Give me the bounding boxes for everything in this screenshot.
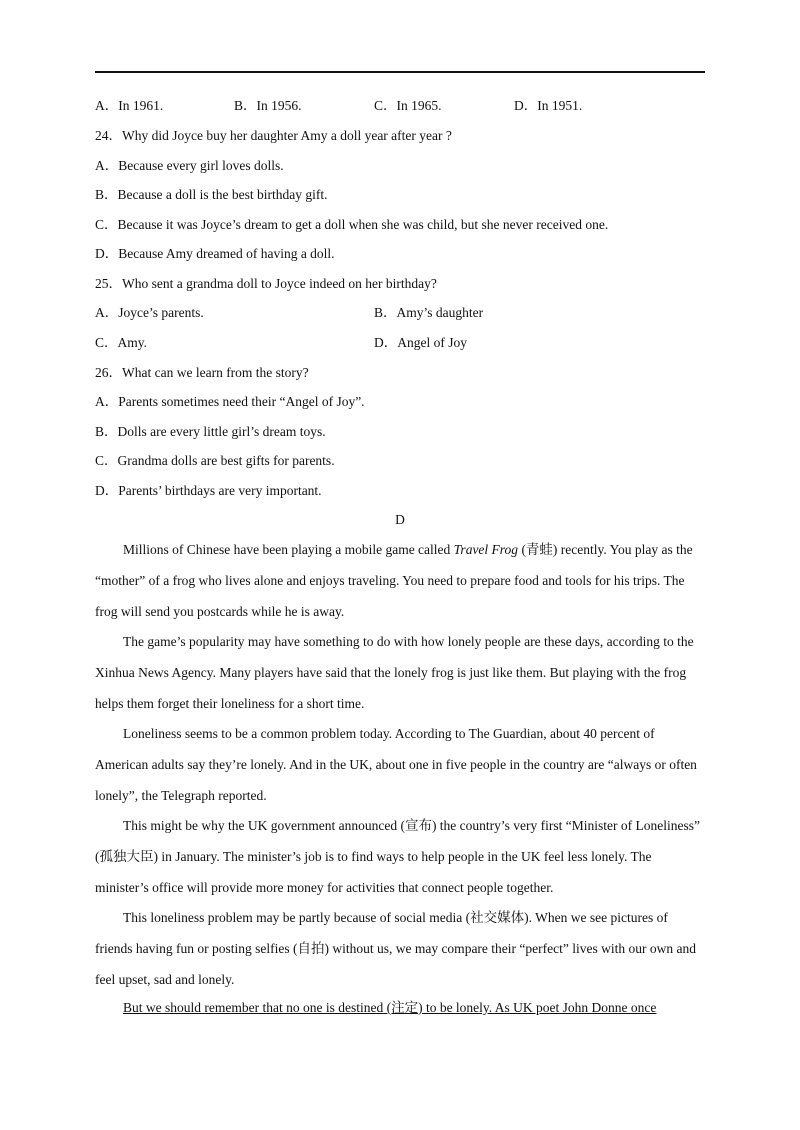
p3-text: Loneliness seems to be a common problem today. According to The Guardian, about 40 percent of American adults say they’re lonely. And in the UK, about one in five people in the country are “always or often lonely”, the Telegraph reported. — [95, 726, 697, 803]
p1-text-before: Millions of Chinese have been playing a mobile game called — [123, 542, 454, 557]
q23-option-b: B．In 1956. — [234, 98, 302, 113]
q26-option-a: A．Parents sometimes need their “Angel of Joy”. — [95, 394, 365, 409]
q24-option-a: A．Because every girl loves dolls. — [95, 158, 284, 173]
q24-option-b: B．Because a doll is the best birthday gift. — [95, 187, 328, 202]
q25-option-c: C．Amy. — [95, 335, 148, 350]
q24-question: 24．Why did Joyce buy her daughter Amy a doll year after year ? — [95, 128, 452, 143]
p1-text-after: (青蛙) recently. You play as the “mother” of a frog who lives alone and enjoys traveling. You need to prepare food and tools for his trips. The frog will send you postcards while he is away. — [95, 542, 693, 619]
q24-option-d: D．Because Amy dreamed of having a doll. — [95, 246, 335, 261]
q23-option-a: A．In 1961. — [95, 98, 164, 113]
passage-paragraph-4 — [95, 810, 705, 903]
q23-option-c: C．In 1965. — [374, 98, 442, 113]
q23-option-d: D．In 1951. — [514, 98, 583, 113]
q25-option-a: A．Joyce’s parents. — [95, 305, 204, 320]
p2-text: The game’s popularity may have something to do with how lonely people are these days, according to the Xinhua News Agency. Many players have said that the lonely frog is just like them. But playing with the frog helps them forget their loneliness for a short time. — [95, 634, 694, 711]
q25-question: 25．Who sent a grandma doll to Joyce indeed on her birthday? — [95, 276, 437, 291]
passage-paragraph-5 — [95, 902, 705, 995]
q24-option-c: C．Because it was Joyce’s dream to get a doll when she was child, but she never received one. — [95, 217, 609, 232]
p5-text: This loneliness problem may be partly because of social media (社交媒体). When we see pictures of friends having fun or posting selfies (自拍) without us, we may compare their “perfect” lives with our own and feel upset, sad and lonely. — [95, 910, 696, 987]
p4-text: This might be why the UK government announced (宣布) the country’s very first “Minister of Loneliness” (孤独大臣) in January. The minister’s job is to find ways to help people in the UK feel less lonely. The minister’s office will provide more money for activities that connect people together. — [95, 818, 700, 895]
passage-heading: D — [395, 512, 405, 527]
q26-option-c: C．Grandma dolls are best gifts for parents. — [95, 453, 335, 468]
q25-option-d: D．Angel of Joy — [374, 335, 467, 350]
header-rule — [95, 71, 705, 73]
game-title: Travel Frog — [453, 542, 519, 557]
passage-paragraph-2 — [95, 626, 705, 719]
passage-paragraph-1 — [95, 534, 705, 627]
q26-option-b: B．Dolls are every little girl’s dream toys. — [95, 424, 326, 439]
passage-paragraph-3 — [95, 718, 705, 811]
passage-paragraph-6: But we should remember that no one is destined (注定) to be lonely. As UK poet John Donne once — [123, 1000, 657, 1015]
q26-question: 26．What can we learn from the story? — [95, 365, 309, 380]
q26-option-d: D．Parents’ birthdays are very important. — [95, 483, 322, 498]
q25-option-b: B．Amy’s daughter — [374, 305, 484, 320]
